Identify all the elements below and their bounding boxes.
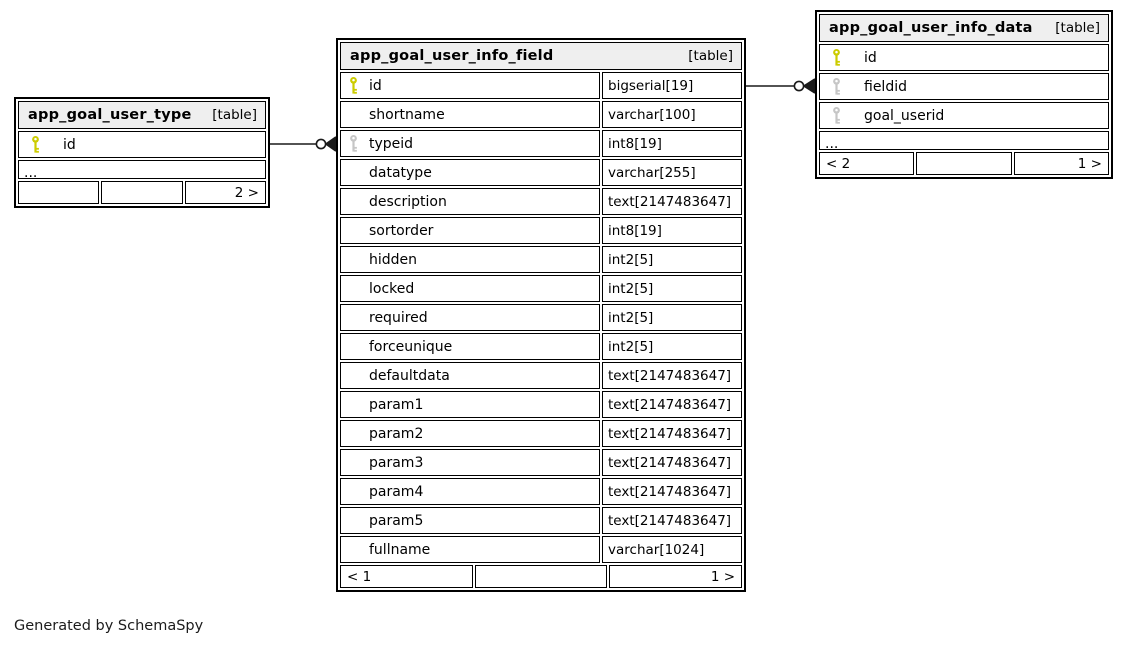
footer-cell-0 — [18, 181, 99, 204]
footer-cell-1 — [101, 181, 182, 204]
column-type: text[2147483647] — [602, 188, 742, 215]
column-row-param5 — [340, 507, 742, 534]
no-key-spacer — [348, 395, 359, 414]
column-row-id — [340, 72, 742, 99]
column-type: text[2147483647] — [602, 362, 742, 389]
column-name: fieldid — [864, 78, 907, 95]
column-type: text[2147483647] — [602, 449, 742, 476]
footer-cell-2: 1 > — [609, 565, 742, 588]
table-app_goal_user_info_data[interactable] — [815, 10, 1113, 179]
column-row-param2 — [340, 420, 742, 447]
column-name: forceunique — [369, 338, 453, 355]
column-row-fieldid — [819, 73, 1109, 100]
column-type: text[2147483647] — [602, 478, 742, 505]
table-tag: [table] — [1055, 20, 1100, 36]
column-row-goal_userid — [819, 102, 1109, 129]
column-name: fullname — [369, 541, 431, 558]
zero-circle-terminator — [794, 81, 803, 90]
zero-circle-terminator — [316, 139, 325, 148]
column-type: text[2147483647] — [602, 420, 742, 447]
column-row-forceunique — [340, 333, 742, 360]
column-name: id — [63, 136, 76, 153]
table-name: app_goal_user_info_field — [350, 48, 554, 64]
table-app_goal_user_type[interactable] — [14, 97, 270, 208]
column-row-id — [819, 44, 1109, 71]
crow-foot-icon — [326, 137, 336, 151]
column-type: int2[5] — [602, 333, 742, 360]
table-footer — [18, 181, 266, 204]
column-row-description — [340, 188, 742, 215]
column-type: text[2147483647] — [602, 391, 742, 418]
column-row-defaultdata — [340, 362, 742, 389]
no-key-spacer — [348, 221, 359, 240]
primary-key-icon — [30, 135, 41, 154]
no-key-spacer — [348, 163, 359, 182]
column-row-param4 — [340, 478, 742, 505]
no-key-spacer — [348, 337, 359, 356]
column-type: int8[19] — [602, 217, 742, 244]
column-name: sortorder — [369, 222, 434, 239]
generated-by-note: Generated by SchemaSpy — [14, 618, 204, 634]
no-key-spacer — [348, 482, 359, 501]
column-name: locked — [369, 280, 415, 297]
footer-cell-2: 2 > — [185, 181, 266, 204]
foreign-key-icon — [348, 134, 359, 153]
column-type: varchar[1024] — [602, 536, 742, 563]
table-footer — [819, 152, 1109, 175]
column-type: int2[5] — [602, 304, 742, 331]
footer-cell-0: < 1 — [340, 565, 473, 588]
column-name: id — [864, 49, 877, 66]
table-name: app_goal_user_info_data — [829, 20, 1033, 36]
column-row-hidden — [340, 246, 742, 273]
column-name: description — [369, 193, 447, 210]
table-header[interactable] — [819, 14, 1109, 42]
no-key-spacer — [348, 105, 359, 124]
column-row-param3 — [340, 449, 742, 476]
no-key-spacer — [348, 250, 359, 269]
column-type: text[2147483647] — [602, 507, 742, 534]
column-row-datatype — [340, 159, 742, 186]
relationship-line-field-to-data — [746, 72, 815, 100]
no-key-spacer — [348, 279, 359, 298]
table-app_goal_user_info_field[interactable] — [336, 38, 746, 592]
footer-cell-1 — [475, 565, 608, 588]
table-header[interactable] — [18, 101, 266, 129]
table-header[interactable] — [340, 42, 742, 70]
no-key-spacer — [348, 424, 359, 443]
no-key-spacer — [348, 453, 359, 472]
column-row-required — [340, 304, 742, 331]
no-key-spacer — [348, 192, 359, 211]
no-key-spacer — [348, 308, 359, 327]
column-type: varchar[255] — [602, 159, 742, 186]
column-row-param1 — [340, 391, 742, 418]
column-name: param1 — [369, 396, 424, 413]
column-name: goal_userid — [864, 107, 945, 124]
table-footer — [340, 565, 742, 588]
column-row-locked — [340, 275, 742, 302]
foreign-key-icon — [831, 106, 842, 125]
table-name: app_goal_user_type — [28, 107, 192, 123]
column-row-fullname — [340, 536, 742, 563]
column-name: shortname — [369, 106, 445, 123]
no-key-spacer — [348, 511, 359, 530]
column-name: param4 — [369, 483, 424, 500]
column-name: id — [369, 77, 382, 94]
primary-key-icon — [348, 76, 359, 95]
primary-key-icon — [831, 48, 842, 67]
column-type: int8[19] — [602, 130, 742, 157]
column-row-typeid — [340, 130, 742, 157]
table-tag: [table] — [688, 48, 733, 64]
foreign-key-icon — [831, 77, 842, 96]
column-name: param2 — [369, 425, 424, 442]
footer-cell-1 — [916, 152, 1011, 175]
column-name: param3 — [369, 454, 424, 471]
column-type: int2[5] — [602, 246, 742, 273]
no-key-spacer — [348, 540, 359, 559]
table-tag: [table] — [212, 107, 257, 123]
footer-cell-2: 1 > — [1014, 152, 1109, 175]
column-type: bigserial[19] — [602, 72, 742, 99]
column-row-sortorder — [340, 217, 742, 244]
column-name: datatype — [369, 164, 432, 181]
column-name: param5 — [369, 512, 424, 529]
column-name: hidden — [369, 251, 418, 268]
column-row-shortname — [340, 101, 742, 128]
column-name: defaultdata — [369, 367, 450, 384]
column-type: varchar[100] — [602, 101, 742, 128]
column-row-id — [18, 131, 266, 158]
footer-cell-0: < 2 — [819, 152, 914, 175]
column-type: int2[5] — [602, 275, 742, 302]
no-key-spacer — [348, 366, 359, 385]
crow-foot-icon — [804, 79, 815, 93]
column-name: typeid — [369, 135, 414, 152]
column-name: required — [369, 309, 428, 326]
ellipsis-row: ... — [819, 131, 1109, 150]
relationship-line-type-to-field — [270, 130, 336, 158]
ellipsis-row: ... — [18, 160, 266, 179]
